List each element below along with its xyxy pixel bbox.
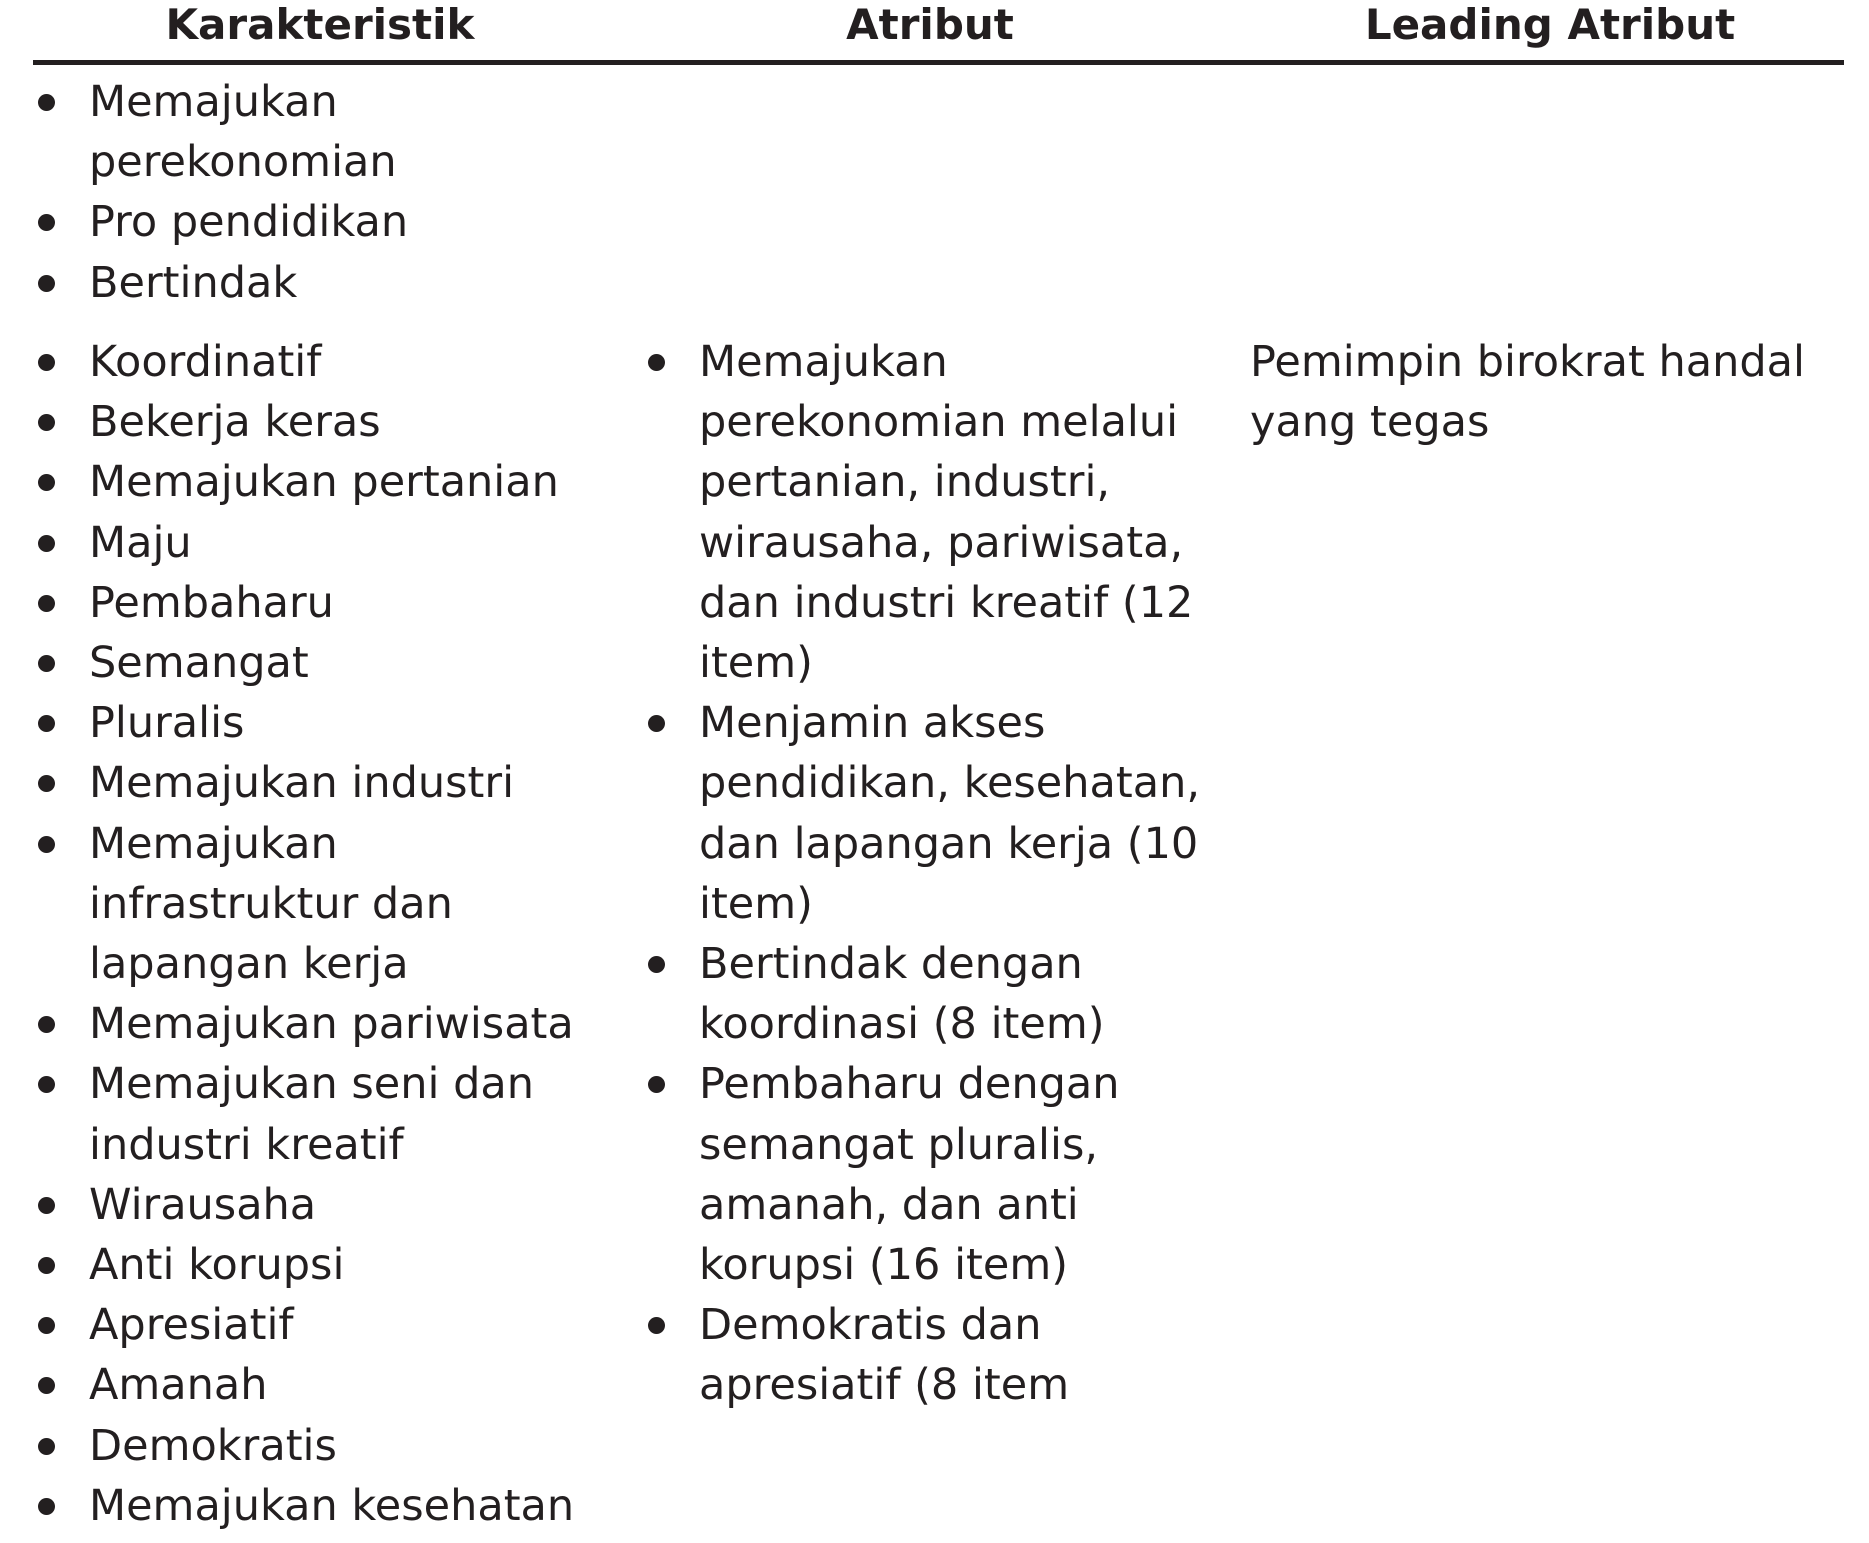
list-item: Amanah [35, 1355, 595, 1415]
list-item: Semangat [35, 633, 595, 693]
list-item: Memajukan pertanian [35, 452, 595, 512]
list-item: Koordinatif [35, 332, 595, 392]
list-item: Menjamin akses pendidikan, kesehatan, dan lapangan kerja (10 item) [645, 693, 1225, 934]
list-item: Pembaharu dengan semangat pluralis, amanah, dan anti korupsi (16 item) [645, 1054, 1225, 1295]
column-header-karakteristik: Karakteristik [165, 0, 475, 49]
list-item: Anti korupsi [35, 1235, 595, 1295]
list-item: Memajukan industri [35, 753, 595, 813]
column-header-atribut: Atribut [846, 0, 1014, 49]
list-item: Wirausaha [35, 1175, 595, 1235]
list-item: Demokratis [35, 1416, 595, 1476]
row2-karakteristik-list [35, 332, 595, 1536]
list-item: Memajukan pariwisata [35, 994, 595, 1054]
list-item: Bekerja keras [35, 392, 595, 452]
list-item: Pembaharu [35, 573, 595, 633]
row2-leading-atribut: Pemimpin birokrat handal yang tegas [1250, 337, 1805, 448]
list-item: Memajukan kesehatan [35, 1476, 595, 1536]
list-item: Memajukan seni dan industri kreatif [35, 1054, 595, 1174]
table-header-row [0, 0, 1869, 60]
row2-atribut-list [645, 332, 1225, 1416]
row1-karakteristik-list [35, 72, 595, 313]
list-item: Apresiatif [35, 1295, 595, 1355]
list-item: Maju [35, 513, 595, 573]
list-item: Pro pendidikan [35, 192, 595, 252]
list-item: Memajukan perekonomian [35, 72, 595, 192]
list-item: Bertindak dengan koordinasi (8 item) [645, 934, 1225, 1054]
list-item: Demokratis dan apresiatif (8 item [645, 1295, 1225, 1415]
list-item: Pluralis [35, 693, 595, 753]
list-item: Memajukan perekonomian melalui pertanian, industri, wirausaha, pariwisata, dan industri kreatif (12 item) [645, 332, 1225, 693]
list-item: Bertindak [35, 253, 595, 313]
list-item: Memajukan infrastruktur dan lapangan kerja [35, 814, 595, 995]
column-header-leading-atribut: Leading Atribut [1364, 0, 1736, 49]
header-rule [33, 60, 1844, 65]
